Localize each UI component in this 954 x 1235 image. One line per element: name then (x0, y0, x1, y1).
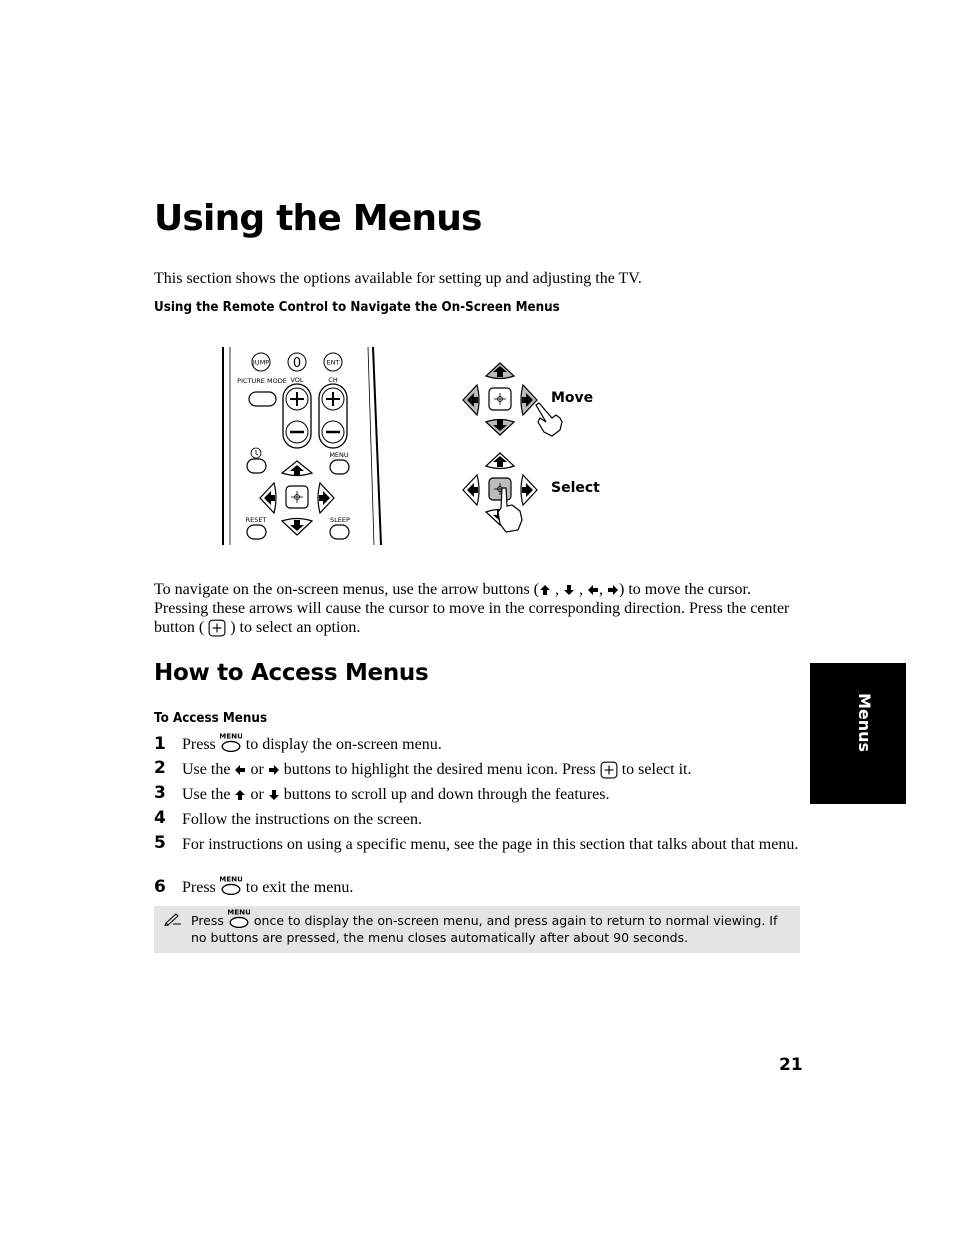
step-6-text-b: to exit the menu. (245, 879, 354, 896)
jump-label: JUMP (252, 358, 270, 367)
reset-label: RESET (245, 516, 267, 524)
remote-nav-subheading: Using the Remote Control to Navigate the On-Screen Menus (154, 300, 560, 315)
step-2-text-b: or (250, 761, 264, 778)
left-arrow-icon (587, 584, 599, 596)
menu-button (330, 460, 349, 474)
menu-label: MENU (329, 451, 349, 459)
side-tab-label: Menus (855, 693, 874, 753)
note-box (154, 906, 800, 953)
step-number: 6 (154, 877, 166, 897)
step-number: 1 (154, 734, 166, 754)
picture-mode-label: PICTURE MODE (237, 377, 287, 385)
step-3-text-b: or (250, 786, 264, 803)
select-label: Select (551, 480, 600, 496)
right-arrow-icon (607, 584, 619, 596)
sleep-button (330, 525, 349, 539)
note-text-a: Press (191, 913, 224, 928)
step-text (182, 735, 800, 754)
step-2-text-d: to select it. (621, 761, 692, 778)
move-label: Move (551, 390, 594, 406)
down-arrow-icon (268, 789, 280, 801)
step-text (182, 785, 800, 804)
ent-label: ENT (326, 358, 340, 367)
step-number: 4 (154, 808, 166, 828)
nav-para-part1: To navigate on the on-screen menus, use the arrow buttons ( (154, 581, 539, 598)
note-pencil-icon (164, 912, 182, 926)
nav-para-part2: ) to move the cursor. Pressing these arrows will cause the cursor to move in the corresponding direction. Press the center button ( (154, 581, 790, 636)
menu-button-icon (220, 731, 242, 753)
side-tab (810, 663, 906, 804)
step-number: 5 (154, 833, 166, 853)
step-text (182, 878, 800, 897)
note-text (191, 912, 791, 946)
step-3-text-c: buttons to scroll up and down through the features. (283, 786, 610, 803)
center-button-icon (600, 761, 618, 779)
pointing-hand-icon (536, 403, 562, 436)
step-number: 3 (154, 783, 166, 803)
step-number: 2 (154, 758, 166, 778)
menu-button-icon (220, 874, 242, 896)
up-arrow-icon (234, 789, 246, 801)
step-1-text-b: to display the on-screen menu. (245, 736, 442, 753)
picture-mode-button (249, 392, 276, 406)
nav-para-part3: ) to select an option. (230, 619, 361, 636)
navigation-paragraph: To navigate on the on-screen menus, use the arrow buttons ( , , , ) to move the cursor. Pressing these arrows will cause the cursor to move in the corresponding direction. Press the center button ( ) to select an option. (154, 581, 790, 636)
up-arrow-icon (539, 584, 551, 596)
left-arrow-icon (234, 764, 246, 776)
sleep-label: SLEEP (330, 516, 350, 524)
page-title: Using the Menus (154, 198, 482, 239)
step-2-text-c: buttons to highlight the desired menu icon. Press (283, 761, 596, 778)
step-text (182, 760, 800, 779)
intro-text: This section shows the options available for setting up and adjusting the TV. (154, 270, 642, 287)
step-6-text-a: Press (182, 879, 216, 896)
step-1-text-a: Press (182, 736, 216, 753)
right-arrow-icon (268, 764, 280, 776)
note-text-b: once to display the on-screen menu, and press again to return to normal viewing. If no buttons are pressed, the menu closes automatically after about 90 seconds. (191, 913, 778, 945)
step-text: Follow the instructions on the screen. (182, 811, 422, 828)
step-text: For instructions on using a specific menu, see the page in this section that talks about that menu. (182, 836, 799, 853)
vol-label: VOL (290, 376, 304, 384)
reset-button (247, 525, 266, 539)
center-button-icon (208, 619, 226, 637)
step-3-text-a: Use the (182, 786, 231, 803)
remote-control-illustration (218, 345, 386, 550)
ch-label: CH (328, 376, 338, 384)
zero-label: 0 (292, 356, 302, 371)
timer-button (247, 459, 266, 473)
menu-button-icon (228, 907, 250, 929)
step-2-text-a: Use the (182, 761, 231, 778)
section-subheading: To Access Menus (154, 711, 268, 726)
down-arrow-icon (563, 584, 575, 596)
page-number: 21 (779, 1055, 803, 1075)
section-title: How to Access Menus (154, 660, 429, 686)
